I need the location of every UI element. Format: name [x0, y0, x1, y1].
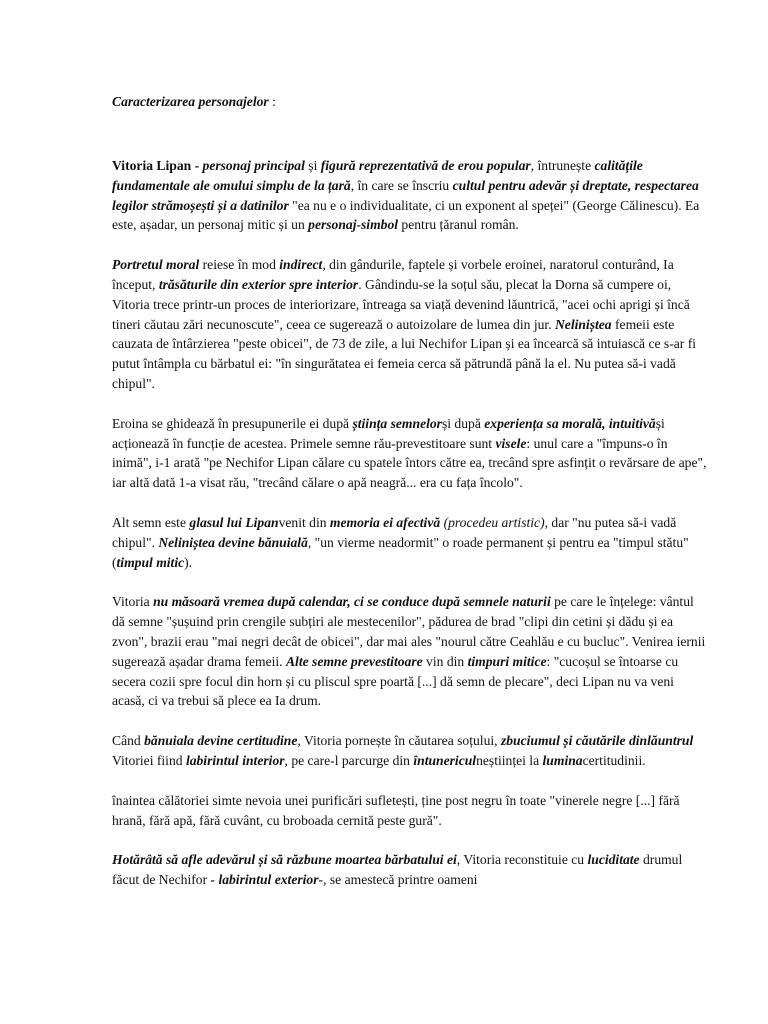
text-segment: lumina — [542, 752, 583, 768]
text-segment: : "cucoșul se întoarse cu secera cozii spre focul din horn și cu pliscul spre poartă [...] dă semn de plecare", deci Lipan nu va veni acasă, ci va trebui să plece ea Ia drum. — [112, 653, 679, 709]
text-segment: , se amestecă printre oameni — [323, 872, 478, 888]
text-segment: reiese în mod — [199, 257, 280, 273]
text-segment: pe care le înțelege: vântul dă semne "șușuind prin crengile subțiri ale mestecenilor", pădurea de brad "clipi din cetini și dădu și ea zvon", brazii erau "mai negri decât de obicei", dar mai ales "nourul către Ceahlău e cu bucluc". Venirea iernii sugerează așadar drama femeii. — [112, 594, 706, 669]
text-segment: personaj principal — [202, 158, 305, 173]
text-segment: Vitoria Lipan - — [112, 158, 203, 173]
text-segment: întunericul — [413, 752, 477, 768]
text-segment: trăsăturile din exterior spre interior — [158, 276, 359, 292]
text-segment: și acționează în funcție de acestea. Primele semne rău-prevestitoare sunt — [112, 415, 665, 451]
text-segment: pentru țăranul român. — [398, 217, 519, 233]
paragraph-3 — [112, 414, 708, 493]
text-segment: , Vitoria pornește în căutarea soțului, — [297, 733, 501, 749]
text-segment: bănuiala devine certitudine — [144, 733, 298, 749]
text-segment: luciditate — [587, 852, 640, 868]
text-segment: nu măsoară vremea după calendar, ci se conduce după semnele naturii — [153, 594, 551, 610]
text-segment: labirintul interior — [185, 752, 285, 768]
text-segment: și după — [441, 415, 485, 431]
text-segment: dar "nu putea să-i vadă chipul". — [112, 514, 677, 550]
text-segment: : unul care a "împuns-o în inimă", i-1 arată "pe Nechifor Lipan călare cu spatele întors către ea, trecând spre asfințit o revărsare de ape", iar altă dată 1-a visat rău, "trecând călare o apă neagră... era cu fața încolo". — [112, 435, 707, 491]
text-segment: , pe care-l parcurge din — [284, 752, 414, 768]
text-segment: Neliniștea — [554, 316, 612, 332]
text-segment: zbuciumul și căutările dinlăuntrul — [500, 733, 694, 749]
text-segment: cultul pentru adevăr și dreptate, respectarea legilor strămoșești și a datinilor — [112, 177, 699, 213]
text-segment: , "un vierme neadormit" o roade permanent și pentru ea "timpul stătu" ( — [112, 534, 689, 570]
text-segment: "ea nu e o individualitate, ci un exponent al speței" (George Călinescu). Ea este, așadar, un personaj mitic și un — [112, 197, 700, 233]
text-segment: Hotărâtă să afle adevărul și să răzbune moartea bărbatului ei — [112, 852, 457, 868]
text-segment: glasul lui Lipan — [189, 514, 279, 530]
text-segment: personaj-simbol — [308, 217, 399, 233]
text-segment: Alte semne prevestitoare — [285, 653, 423, 669]
text-segment: drumul făcut de Nechifor — [112, 852, 683, 888]
text-segment: , din gândurile, faptele și vorbele eroinei, naratorul conturând, Ia început, — [112, 257, 674, 292]
paragraph-7 — [112, 791, 708, 831]
paragraph-2 — [112, 255, 708, 394]
text-segment: neștiinței la — [476, 752, 543, 768]
text-segment: (procedeu artistic), — [443, 514, 549, 530]
text-segment: ). — [184, 554, 193, 570]
text-segment: Neliniștea devine bănuială — [158, 534, 308, 550]
paragraph-5 — [112, 592, 708, 711]
text-segment: timpul mitic — [116, 554, 185, 570]
title-text: Caracterizarea personajelor — [112, 94, 269, 109]
text-segment: femeii este cauzata de întârzierea "peste obicei", de 73 de zile, a lui Nechifor Lipan și ea încearcă să intuiască ce s-ar fi putut întâmpla cu bărbatul ei: "în singurătatea ei femeia cerca să pătrundă până la el. Nu putea să-i vadă chipul". — [112, 316, 696, 391]
text-segment: Vitoriei fiind — [112, 752, 186, 768]
text-segment: venit din — [278, 514, 330, 530]
text-segment: indirect — [279, 257, 323, 273]
text-segment: știința semnelor — [352, 415, 442, 431]
text-segment: memoria ei afectivă — [329, 514, 441, 530]
text-segment: experiența sa morală, intuitivă — [484, 415, 656, 431]
text-segment: - labirintul exterior- — [210, 872, 324, 888]
paragraph-6 — [112, 731, 708, 771]
title-colon: : — [268, 94, 276, 109]
text-segment: timpuri mitice — [467, 653, 547, 669]
paragraph-1 — [112, 156, 708, 235]
paragraph-8 — [112, 850, 708, 890]
paragraph-4 — [112, 513, 708, 572]
text-segment: Când — [112, 733, 145, 749]
text-segment: Portretul moral — [112, 257, 200, 273]
text-segment: Alt semn este — [112, 514, 190, 530]
text-segment: , Vitoria reconstituie cu — [456, 852, 588, 868]
text-segment: vin din — [422, 653, 468, 669]
text-segment: calitățile fundamentale ale omului simplu de la țară — [112, 158, 643, 193]
text-segment: , în care se înscriu — [350, 177, 453, 193]
text-segment: figură reprezentativă de erou popular — [320, 158, 531, 173]
text-segment: visele — [495, 435, 527, 451]
text-segment: și — [304, 158, 321, 173]
document-body — [112, 156, 708, 890]
text-segment: . Gândindu-se la soțul său, plecat la Dorna să cumpere oi, Vitoria trece printr-un proces de interiorizare, întreaga sa viață devenind lăuntrică, "acei ochi aprigi și încă tineri căutau zări necunoscute", ceea ce sugerează o autoizolare de lumea din jur. — [112, 276, 690, 332]
document-title — [112, 92, 708, 112]
text-segment: certitudinii. — [582, 752, 646, 768]
text-segment: Eroina se ghidează în presupunerile ei după — [112, 415, 353, 431]
text-segment: , întrunește — [530, 158, 595, 173]
text-segment: înaintea călătoriei simte nevoia unei purificări sufletești, ține post negru în toate "vinerele negre [...] fără hrană, fără apă, fără cuvânt, cu broboada cernită peste gură". — [112, 792, 680, 828]
text-segment: Vitoria — [112, 594, 154, 610]
